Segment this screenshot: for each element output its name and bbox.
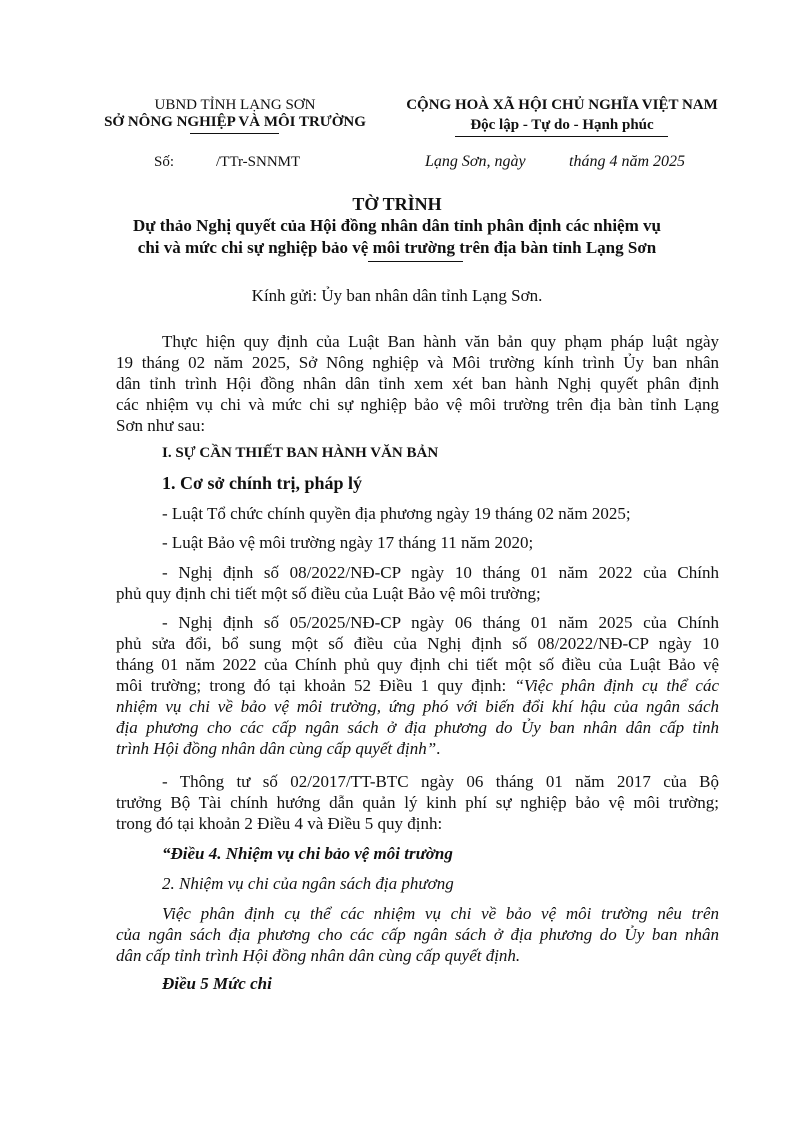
text-line: - Nghị định số 08/2022/NĐ-CP ngày 10 tháng 01 năm 2022 của Chính (162, 563, 719, 582)
text-line: - Thông tư số 02/2017/TT-BTC ngày 06 tháng 01 năm 2017 của Bộ (162, 772, 719, 791)
text-line: Việc phân định cụ thể các nhiệm vụ chi về bảo vệ môi trường nêu trên (162, 904, 719, 923)
national-motto: Độc lập - Tự do - Hạnh phúc (470, 117, 654, 133)
quoted-text: “Việc phân định cụ thể các (514, 676, 719, 695)
legal-basis-decree-08 (116, 562, 719, 604)
text-line: các nhiệm vụ chi và mức chi sự nghiệp bảo vệ môi trường trên địa bàn tỉnh Lạng (116, 395, 719, 414)
document-number-code: /TTr-SNNMT (216, 154, 301, 170)
quoted-text-line: nhiệm vụ chi về bảo vệ môi trường, ứng phó với biến đổi khí hậu của ngân sách (116, 697, 719, 716)
legal-basis-item: - Luật Tổ chức chính quyền địa phương ngày 19 tháng 02 năm 2025; (162, 504, 631, 523)
quoted-article-4-point: 2. Nhiệm vụ chi của ngân sách địa phương (162, 874, 454, 893)
title-subject-line-1: Dự thảo Nghị quyết của Hội đồng nhân dân tỉnh phân định các nhiệm vụ (133, 216, 661, 235)
title-underline (368, 261, 463, 262)
intro-paragraph (116, 331, 719, 436)
quoted-article-5-heading: Điều 5 Mức chi (162, 974, 272, 993)
text-line: - Nghị định số 05/2025/NĐ-CP ngày 06 tháng 01 năm 2025 của Chính (162, 613, 719, 632)
title-subject-line-2: chi và mức chi sự nghiệp bảo vệ môi trường trên địa bàn tỉnh Lạng Sơn (137, 238, 657, 257)
department-name: SỞ NÔNG NGHIỆP VÀ MÔI TRƯỜNG (104, 114, 366, 130)
section-heading: I. SỰ CẦN THIẾT BAN HÀNH VĂN BẢN (162, 445, 439, 461)
text-line: phủ sửa đổi, bổ sung một số điều của Nghị định số 08/2022/NĐ-CP ngày 10 (116, 634, 719, 653)
text-line: trưởng Bộ Tài chính hướng dẫn quản lý kinh phí sự nghiệp bảo vệ môi trường; (116, 793, 719, 812)
subsection-heading: 1. Cơ sở chính trị, pháp lý (162, 473, 362, 493)
legal-basis-item: - Luật Bảo vệ môi trường ngày 17 tháng 11 năm 2020; (162, 533, 534, 552)
department-underline (190, 133, 279, 134)
quoted-text-line: địa phương cho các cấp ngân sách ở địa phương do Ủy ban nhân dân cấp tỉnh (116, 718, 719, 737)
text-line: dân cấp tỉnh trình Hội đồng nhân dân cùng cấp quyết định. (116, 946, 521, 965)
text-line: phủ quy định chi tiết một số điều của Luật Bảo vệ môi trường; (116, 584, 541, 603)
text-line: của ngân sách địa phương cho các cấp ngân sách ở địa phương do Ủy ban nhân (116, 925, 719, 944)
text-run: môi trường; trong đó tại khoản 52 Điều 1 quy định: (116, 676, 515, 695)
text-line: Thực hiện quy định của Luật Ban hành văn bản quy phạm pháp luật ngày (162, 332, 719, 351)
text-line: 19 tháng 02 năm 2025, Sở Nông nghiệp và Môi trường kính trình Ủy ban nhân (116, 353, 719, 372)
text-line (116, 738, 719, 759)
quoted-article-4-heading: “Điều 4. Nhiệm vụ chi bảo vệ môi trường (162, 844, 453, 863)
legal-basis-circular (116, 771, 719, 834)
national-title: CỘNG HOÀ XÃ HỘI CHỦ NGHĨA VIỆT NAM (406, 97, 718, 113)
quoted-text: trình Hội đồng nhân dân cùng cấp quyết định” (116, 739, 437, 758)
document-title: TỜ TRÌNH (352, 194, 442, 214)
place-date-right: tháng 4 năm 2025 (569, 153, 685, 170)
text-line: dân tỉnh trình Hội đồng nhân dân tỉnh xem xét ban hành Nghị quyết phân định (116, 374, 719, 393)
text-line: Sơn như sau: (116, 416, 206, 435)
document-number-label: Số: (154, 154, 175, 170)
place-date-left: Lạng Sơn, ngày (425, 153, 526, 170)
quoted-article-4-text (116, 903, 719, 966)
legal-basis-decree-05 (116, 612, 719, 759)
motto-underline (455, 136, 668, 137)
text-run: . (436, 739, 441, 758)
text-line (116, 675, 719, 696)
agency-name: UBND TỈNH LẠNG SƠN (154, 97, 316, 113)
text-line: tháng 01 năm 2022 của Chính phủ quy định chi tiết một số điều của Luật Bảo vệ (116, 655, 719, 674)
text-line: trong đó tại khoản 2 Điều 4 và Điều 5 quy định: (116, 814, 443, 833)
recipient: Kính gửi: Ủy ban nhân dân tỉnh Lạng Sơn. (251, 286, 543, 305)
